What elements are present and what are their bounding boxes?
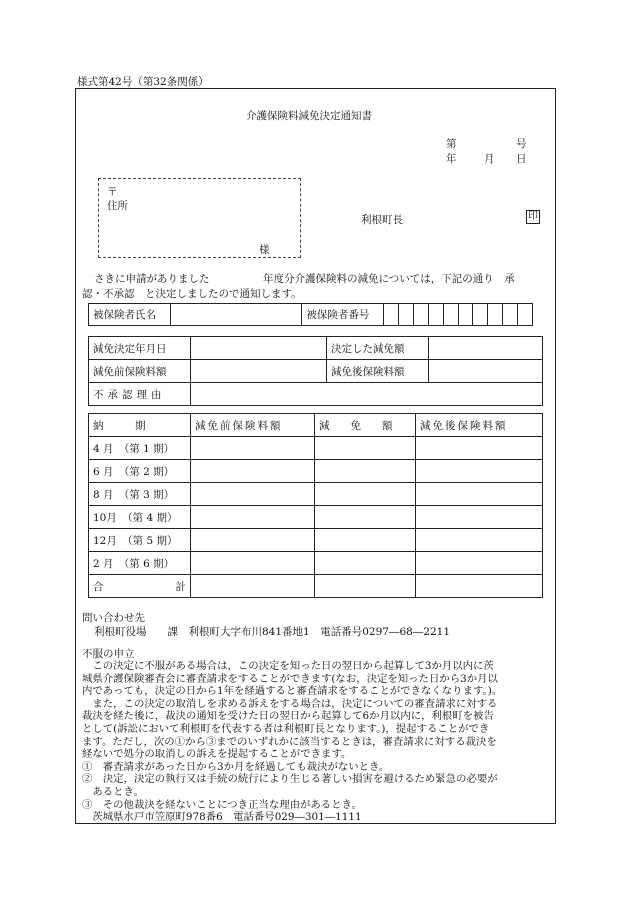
period-cell: [89, 460, 191, 483]
before-amount-cell: [191, 506, 315, 529]
reduction-amount-cell: [315, 506, 416, 529]
contact-heading: 問い合わせ先: [82, 612, 145, 624]
objection-line: また，この決定の取消しを求める訴えをする場合は，決定についての審査請求に対する: [82, 697, 498, 710]
objection-line: 茨城県水戸市笠原町978番6 電話番号029―301―1111: [82, 811, 362, 824]
postal-mark: 〒: [107, 186, 118, 198]
table-row: [89, 460, 543, 483]
intro-line2: 認・不承認 と決定しましたので通知します。: [82, 288, 302, 300]
number-digit-cell: [443, 304, 458, 326]
objection-line: ① 審査請求があった日から3か月を経過しても裁決がないとき。: [82, 760, 390, 773]
after-amount-cell: [416, 437, 543, 460]
before-amount-label: 減免前保険料額: [89, 360, 191, 383]
period-month: 8 月: [93, 488, 114, 501]
number-digit-cell: [428, 304, 443, 326]
insured-name-cell: [170, 304, 302, 326]
before-amount-cell: [191, 529, 315, 552]
total-label: [89, 575, 191, 598]
table-row: [89, 552, 543, 575]
decided-amount-label: 決定した減免額: [327, 337, 429, 360]
address-label: 住所: [107, 200, 128, 212]
period-cell: [89, 506, 191, 529]
after-amount-cell: [416, 529, 543, 552]
total-before-cell: [191, 575, 315, 598]
number-digit-cell: [473, 304, 488, 326]
period-number: （第 6 期）: [124, 557, 175, 570]
period-cell: [89, 552, 191, 575]
period-number: （第 5 期）: [127, 534, 178, 547]
reduction-decision-table: [88, 336, 543, 406]
objection-line: ます。ただし，次の①から③までのいずれかに該当するときは，審査請求に対する裁決を: [82, 735, 497, 748]
header-after-amount: 減免後保険料額: [416, 414, 543, 437]
period-month: 6 月: [93, 465, 114, 478]
before-amount-cell: [191, 483, 315, 506]
doc-number-dai: 第: [446, 138, 457, 150]
contact-line: 利根町役場 課 利根町大字布川841番地1 電話番号0297―68―2211: [94, 626, 451, 638]
objection-line: として(訴訟において利根町を代表する者は利根町長となります。)，提起することができ: [82, 723, 490, 735]
period-number: （第 4 期）: [127, 511, 178, 524]
header-due-period: 納 期: [89, 414, 191, 437]
period-number: （第 1 期）: [124, 442, 175, 455]
objection-line: ③ その他裁決を経ないことにつき正当な理由があるとき。: [82, 798, 362, 811]
period-month: 2 月: [93, 557, 114, 570]
payment-schedule-table: [88, 413, 543, 598]
intro-line1-b: 年度分介護保険料の減免については，下記の通り 承: [263, 273, 515, 285]
objection-heading: 不服の申立: [82, 648, 135, 660]
decided-amount-cell: [429, 337, 543, 360]
number-digit-cell: [413, 304, 428, 326]
after-amount-cell: [416, 552, 543, 575]
period-month: 10月: [93, 511, 117, 524]
reduction-amount-cell: [315, 460, 416, 483]
before-amount-cell: [191, 460, 315, 483]
reduction-amount-cell: [315, 552, 416, 575]
number-digit-cell: [488, 304, 503, 326]
before-amount-cell: [191, 360, 327, 383]
after-amount-cell: [416, 460, 543, 483]
period-number: （第 2 期）: [124, 465, 175, 478]
sama-label: 様: [259, 244, 270, 256]
not-approved-reason-cell: [191, 383, 543, 406]
total-after-cell: [416, 575, 543, 598]
date-year: 年: [446, 153, 457, 165]
decision-date-cell: [191, 337, 327, 360]
intro-line1-a: さきに申請がありました: [94, 273, 210, 285]
total-reduction-cell: [315, 575, 416, 598]
number-digit-cell: [518, 304, 533, 326]
objection-line: 城県介護保険審査会に審査請求をすることができます(なお，決定を知った日から3か月以: [82, 672, 498, 685]
insured-name-label: 被保険者氏名: [89, 304, 171, 326]
objection-line: 経ないで処分の取消しの訴えを提起することができます。: [82, 748, 352, 761]
date-day: 日: [516, 153, 527, 165]
insured-info-table: [88, 303, 533, 326]
reduction-amount-cell: [315, 437, 416, 460]
after-amount-cell: [416, 483, 543, 506]
address-box: [98, 178, 301, 258]
objection-line: あるとき。: [82, 786, 144, 798]
after-amount-cell: [416, 506, 543, 529]
number-digit-cell: [503, 304, 518, 326]
total-label-a: 合: [93, 580, 104, 593]
objection-line: ② 決定，決定の執行又は手続の続行により生じる著しい損害を避けるため緊急の必要が: [82, 773, 498, 786]
table-row: [89, 437, 543, 460]
period-cell: [89, 529, 191, 552]
seal-mark: 印: [528, 211, 538, 222]
after-amount-cell: [429, 360, 543, 383]
period-cell: [89, 437, 191, 460]
before-amount-cell: [191, 552, 315, 575]
total-label-b: 計: [175, 580, 186, 593]
total-row: [89, 575, 543, 598]
document-title: 介護保険料減免決定通知書: [246, 110, 372, 122]
date-month: 月: [484, 153, 495, 165]
objection-line: 裁決を経た後に，裁決の通知を受けた日の翌日から起算して6か月以内に，利根町を被告: [82, 710, 494, 723]
decision-date-label: 減免決定年月日: [89, 337, 191, 360]
objection-line: 内であっても，決定の日から1年を経過すると審査請求をすることができなくなります。)。: [82, 685, 503, 698]
period-number: （第 3 期）: [124, 488, 175, 501]
period-month: 12月: [93, 534, 117, 547]
number-digit-cell: [458, 304, 473, 326]
after-amount-label: 減免後保険料額: [327, 360, 429, 383]
issuer-name: 利根町長: [361, 214, 403, 226]
objection-line: この決定に不服がある場合は，この決定を知った日の翌日から起算して3か月以内に茨: [82, 660, 494, 672]
number-digit-cell: [384, 304, 399, 326]
form-label: 様式第42号（第32条関係）: [77, 76, 209, 88]
reduction-amount-cell: [315, 483, 416, 506]
period-month: 4 月: [93, 442, 114, 455]
doc-number-go: 号: [516, 138, 527, 150]
number-digit-cell: [399, 304, 414, 326]
not-approved-reason-label: 不承認理由: [89, 383, 191, 406]
period-cell: [89, 483, 191, 506]
before-amount-cell: [191, 437, 315, 460]
header-reduction-amount: 減 免 額: [315, 414, 416, 437]
header-before-amount: 減免前保険料額: [191, 414, 315, 437]
table-row: [89, 529, 543, 552]
reduction-amount-cell: [315, 529, 416, 552]
table-row: [89, 483, 543, 506]
insured-number-label: 被保険者番号: [302, 304, 384, 326]
table-row: [89, 506, 543, 529]
